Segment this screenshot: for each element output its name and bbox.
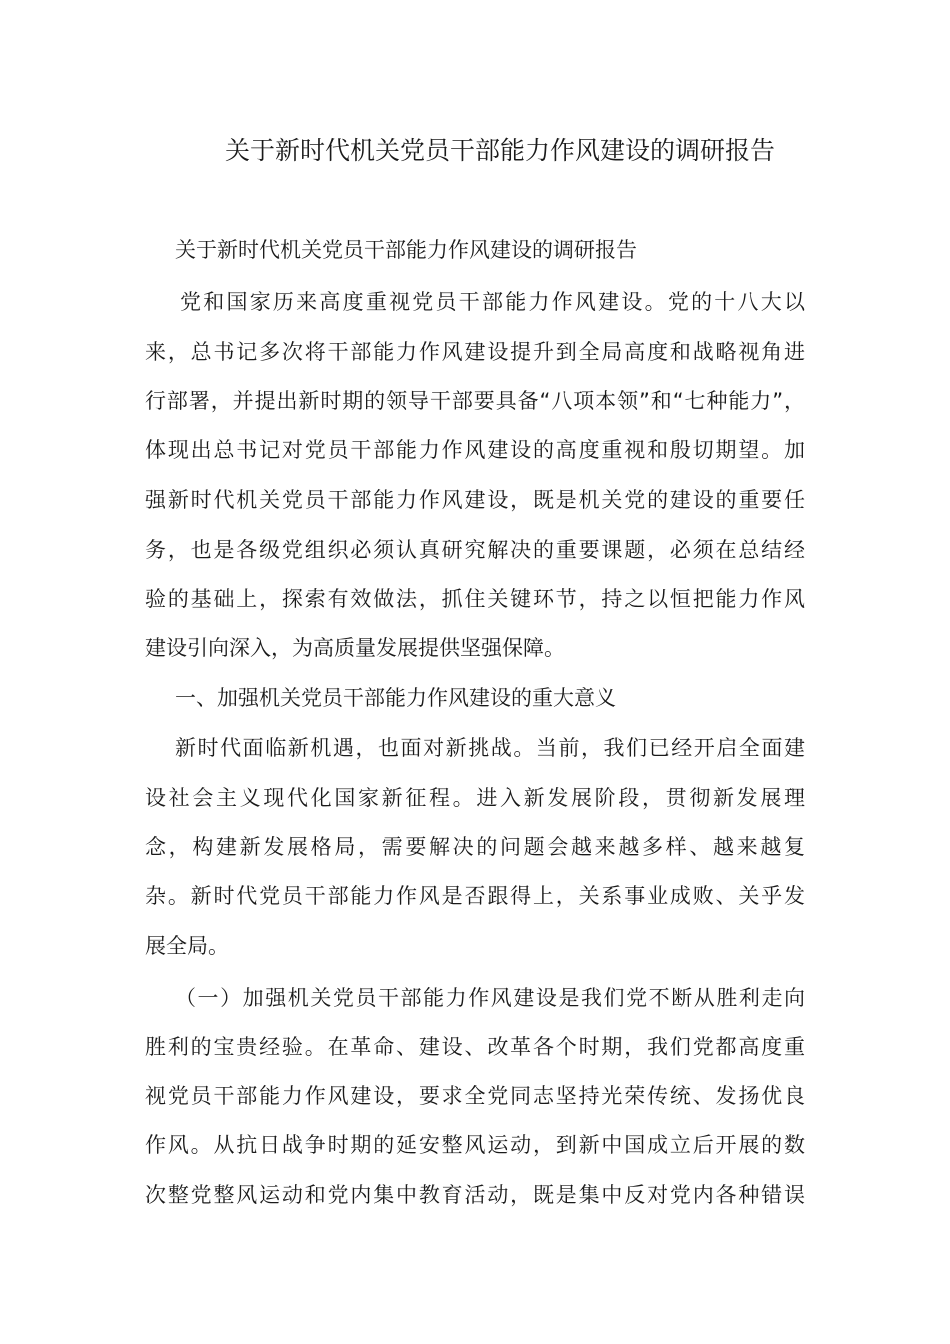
document-subtitle: 关于新时代机关党员干部能力作风建设的调研报告	[175, 238, 637, 262]
paragraph-line: 强新时代机关党员干部能力作风建设，既是机关党的建设的重要任	[145, 488, 805, 512]
document-title: 关于新时代机关党员干部能力作风建设的调研报告	[224, 136, 775, 165]
paragraph-line: 验的基础上，探索有效做法，抓住关键环节，持之以恒把能力作风	[145, 587, 805, 611]
paragraph-line: 建设引向深入，为高质量发展提供坚强保障。	[145, 636, 565, 660]
paragraph-line: 党和国家历来高度重视党员干部能力作风建设。党的十八大以	[180, 290, 805, 314]
subsection-line: （一）加强机关党员干部能力作风建设是我们党不断从胜利走向	[175, 986, 805, 1010]
paragraph-line: 展全局。	[145, 934, 229, 958]
paragraph-line: 作风。从抗日战争时期的延安整风运动，到新中国成立后开展的数	[145, 1133, 805, 1157]
paragraph-line: 视党员干部能力作风建设，要求全党同志坚持光荣传统、发扬优良	[145, 1084, 805, 1108]
paragraph-line: 杂。新时代党员干部能力作风是否跟得上，关系事业成败、关乎发	[145, 884, 805, 908]
paragraph-line: 新时代面临新机遇，也面对新挑战。当前，我们已经开启全面建	[175, 736, 805, 760]
paragraph-line: 次整党整风运动和党内集中教育活动，既是集中反对党内各种错误	[145, 1183, 805, 1207]
paragraph-line: 设社会主义现代化国家新征程。进入新发展阶段，贯彻新发展理	[145, 786, 805, 810]
paragraph-line: 行部署，并提出新时期的领导干部要具备“八项本领”和“七种能力”，	[145, 389, 805, 413]
paragraph-line: 念，构建新发展格局，需要解决的问题会越来越多样、越来越复	[145, 835, 805, 859]
paragraph-line: 来，总书记多次将干部能力作风建设提升到全局高度和战略视角进	[145, 340, 805, 364]
paragraph-line: 胜利的宝贵经验。在革命、建设、改革各个时期，我们党都高度重	[145, 1035, 805, 1059]
paragraph-line: 体现出总书记对党员干部能力作风建设的高度重视和殷切期望。加	[145, 438, 805, 462]
paragraph-line: 务，也是各级党组织必须认真研究解决的重要课题，必须在总结经	[145, 538, 805, 562]
section-heading: 一、加强机关党员干部能力作风建设的重大意义	[175, 686, 616, 710]
